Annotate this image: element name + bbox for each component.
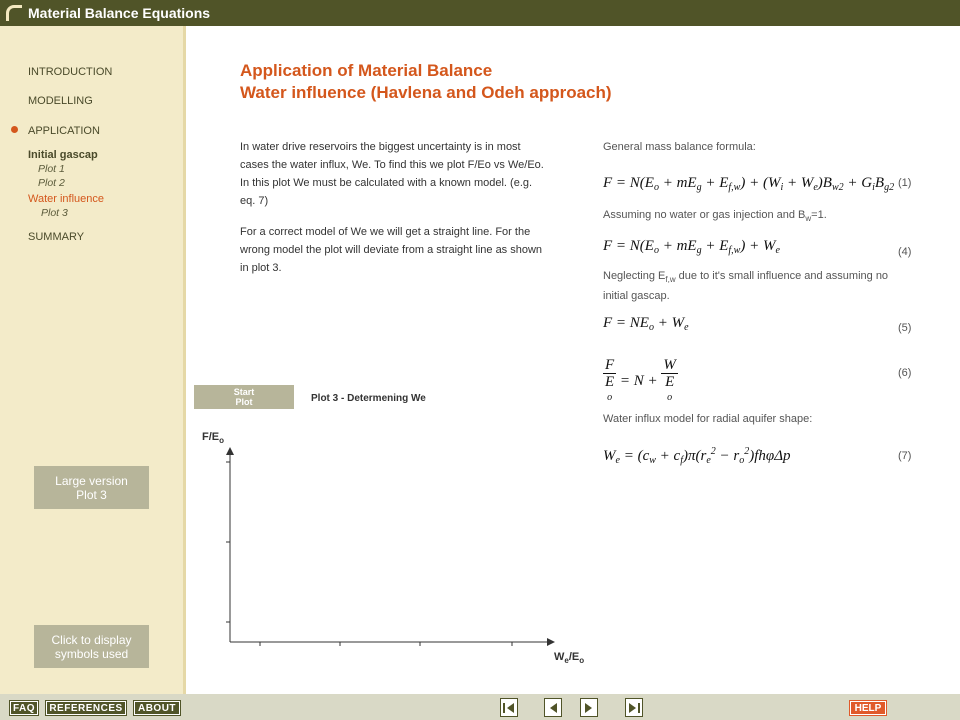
start-plot-label-1: Start	[233, 387, 255, 397]
faq-button[interactable]: FAQ	[10, 701, 38, 715]
title-bar	[0, 0, 960, 26]
intro-paragraph: In water drive reservoirs the biggest uncertainty is in most cases the water influx, We. To find this we plot F/Eo vs We/Eo. In this plot We must be calculated with a known model. (e.g. eq. 7)	[240, 141, 544, 207]
nav-plot-2[interactable]: Plot 2	[38, 177, 65, 189]
equation-1-number: (1)	[898, 177, 912, 189]
app-title: Material Balance Equations	[28, 5, 211, 21]
neglecting-label	[603, 268, 903, 305]
general-formula-label: General mass balance formula:	[603, 141, 756, 153]
x-axis-label-main: W	[554, 651, 565, 663]
large-version-label-2: Plot 3	[76, 487, 107, 502]
nav-summary[interactable]: SUMMARY	[28, 231, 85, 243]
about-button[interactable]: ABOUT	[134, 701, 180, 715]
x-axis-label-sub2: o	[579, 656, 585, 665]
neglecting-label-post: due to it's small influence and assuming no initial gascap.	[603, 270, 889, 302]
previous-page-icon[interactable]	[544, 698, 562, 717]
plot-title: Plot 3 - Determening We	[311, 393, 426, 404]
display-symbols-label-2: symbols used	[54, 646, 129, 661]
x-axis-label-mid: /E	[568, 651, 580, 663]
assuming-label	[603, 209, 827, 223]
x-axis-label	[554, 651, 584, 665]
assuming-label-sub: w	[805, 214, 812, 223]
start-plot-button[interactable]	[194, 385, 294, 409]
large-version-label-1: Large version	[55, 473, 128, 488]
equation-6-number: (6)	[898, 367, 912, 379]
assuming-label-post: =1.	[811, 209, 827, 221]
equation-1: $F = N(E_o + mE_g + E_{f,w}) + (W_i + W_e)B_{w2} + G_iB_{g2}$	[603, 175, 895, 193]
neglecting-label-pre: Neglecting E	[603, 270, 666, 282]
nav-introduction[interactable]: INTRODUCTION	[28, 66, 113, 78]
start-plot-label-2: Plot	[235, 397, 253, 407]
y-axis-label-main: F/E	[202, 431, 220, 443]
x-axis-label-sub1: e	[564, 656, 569, 665]
nav-water-influence[interactable]: Water influence	[28, 193, 105, 205]
references-button[interactable]: REFERENCES	[46, 701, 126, 715]
nav-initial-gascap[interactable]: Initial gascap	[28, 149, 98, 161]
title-corner-decoration	[6, 5, 22, 21]
nav-modelling[interactable]: MODELLING	[28, 95, 93, 107]
display-symbols-button[interactable]	[34, 625, 149, 668]
assuming-label-pre: Assuming no water or gas injection and B	[603, 209, 806, 221]
equation-4: $F = N(E_o + mE_g + E_{f,w}) + W_e$	[603, 238, 780, 256]
active-bullet-icon	[11, 126, 18, 133]
equation-4-number: (4)	[898, 246, 912, 258]
first-page-icon[interactable]	[500, 698, 518, 717]
water-influx-label: Water influx model for radial aquifer shape:	[603, 413, 813, 425]
next-page-icon[interactable]	[580, 698, 598, 717]
plot-3-axes	[222, 440, 562, 652]
large-version-button[interactable]	[34, 466, 149, 509]
model-paragraph: For a correct model of We we will get a straight line. For the wrong model the plot will deviate from a straight line as shown in plot 3.	[240, 226, 543, 274]
equation-7-number: (7)	[898, 450, 912, 462]
page-title	[240, 60, 612, 104]
y-axis-label	[202, 431, 224, 445]
equation-5: $F = NE_o + W_e$	[603, 315, 689, 333]
page-title-line-2: Water influence (Havlena and Odeh approach)	[240, 83, 612, 102]
equation-6: F E o = N + W E o	[605, 357, 676, 403]
neglecting-label-sub: f,w	[665, 275, 676, 284]
last-page-icon[interactable]	[625, 698, 643, 717]
page-title-line-1: Application of Material Balance	[240, 61, 493, 80]
equation-7: $W_e = (c_w + c_f)\pi(r_e^2 - r_o^2)fh\varphi\Delta p$	[603, 446, 791, 466]
nav-plot-1[interactable]: Plot 1	[38, 163, 65, 175]
help-button[interactable]: HELP	[850, 701, 886, 715]
y-axis-label-sub: o	[219, 436, 225, 445]
nav-application[interactable]: APPLICATION	[28, 125, 100, 137]
equation-5-number: (5)	[898, 322, 912, 334]
nav-plot-3[interactable]: Plot 3	[41, 207, 68, 219]
display-symbols-label-1: Click to display	[51, 632, 132, 647]
